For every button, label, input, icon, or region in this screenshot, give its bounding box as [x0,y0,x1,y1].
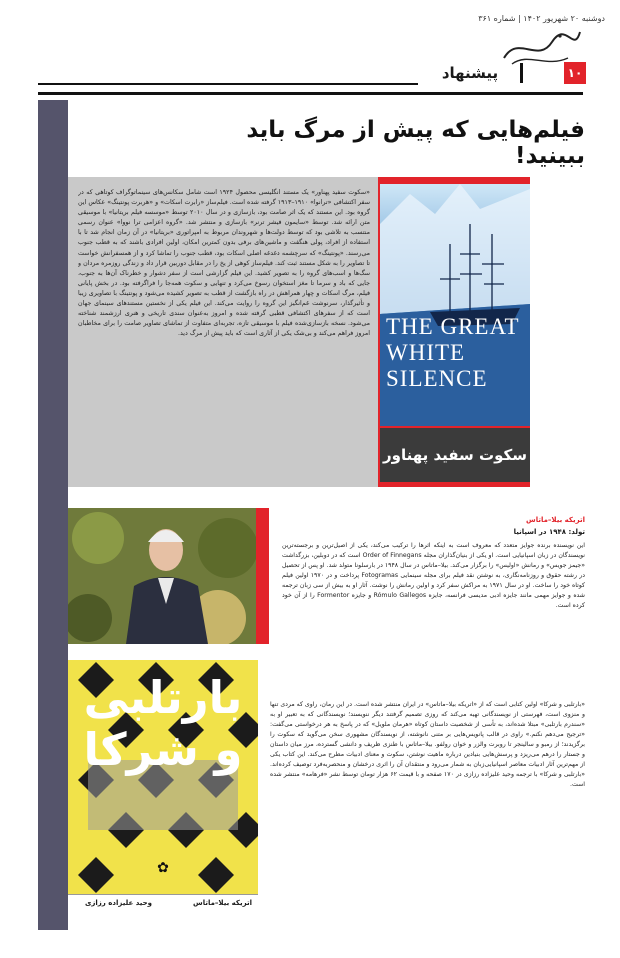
feature-article-text: «سکوت سفید پهناور» یک مستند انگلیسی محصول ۱۹۲۴ است شامل سکانس‌های سینماتوگراف کوتاهی که در سفر اکتشافی «ترانوا» ۱۹۱۰–۱۹۱۳ گرفته شده است. فیلم‌ساز «رابرت اسکات» و «هربرت پونتینگ» عکاس این گروه بود. این مستند که یک اثر صامت بود، بازسازی و در سال ۲۰۱۰ توسط «موسسه فیلم بریتانیا» با موسیقی متن ارائه شد. توسط «سایمون فیشر ترنر» بازسازی و منتشر شد. «گروه اعزامی ترا نووا» عنوان رسمی منتسب به تلاشی بود که توسط دولت‌ها و شهروندان مربوط به امپراتوری «بریتانیا» در آن زمان انجام شد تا با استفاده از افراد، پولی هنگفت و ماشین‌های برفی بدون کمترین امکان، اولین افرادی باشند که به قطب جنوب می‌رسند. «پونتینگ» که سرچشمه دغدغه اصلی اسکات بود، قطب جنوب را تماشا کرد و از همسفرانش خواست تا تصاویر را به شکل مستند ثبت کند. فیلم‌ساز کوهی از یخ را در مقابل دوربین قرار داد و زندگی روزمره مردان و سگ‌ها و اسب‌های گروه را به تصویر کشید. این فیلم گزارشی است از سفر دشوار و خطرناک آن‌ها به جنوب، جایی که باد و سرما تا مغز استخوان رسوخ می‌کرد و تنهایی و سکوت همه‌جا را فراگرفته بود. در بخش پایانی فیلم، مرگ اسکات و چهار همراهش در راه بازگشت از قطب به تصویر کشیده می‌شود و پونتینگ با تصاویری زیبا و تأثیرگذار، سرنوشت غم‌انگیز این گروه را روایت می‌کند. این فیلم یکی از نخستین مستندهای سینمای جهان است که از سفرهای اکتشافی قطبی گرفته شده و امروز به‌عنوان سندی تاریخی و هنری ارزشمند شناخته می‌شود. نسخه بازسازی‌شده فیلم با موسیقی تازه، تجربه‌ای متفاوت از تماشای تصاویر صامت را برای مخاطبان امروز فراهم می‌کند و بی‌شک یکی از آثاری است که باید پیش از مرگ دید. [78,189,370,338]
header-rule [38,92,583,95]
page-headline: فیلم‌هایی که پیش از مرگ باید ببینید! [246,117,585,169]
book-author: اتریکه بیلا–ماتاس [193,899,252,907]
author-photo [68,508,256,644]
section-title: پیشنهاد [441,64,499,82]
book-review-text: «بارتلبی و شرکا» اولین کتابی است که از «اتریکه بیلا–ماتاس» در ایران منتشر شده است. در این رمان، راوی که مردی تنها و منزوی است، فهرستی از نویسندگانی تهیه می‌کند که روزی تصمیم گرفتند دیگر ننویسند؛ نویسندگانی که به تعبیر او به «سندرم بارتلبی» مبتلا شده‌اند، به تأسی از شخصیت داستان کوتاه «هرمان ملویل» که در پاسخ به هر درخواستی می‌گفت: «ترجیح می‌دهم نکنم.» راوی در قالب پانویس‌هایی بر متنی نانوشته، از نویسندگان مشهوری سخن می‌گوید که سکوت را برگزیدند؛ از رمبو و سالینجر تا روبرت والزر و خوان رولفو. بیلا–ماتاس با طنزی ظریف و دانشی گسترده، مرز میان داستان و جستار را درهم می‌ریزد و پرسش‌هایی بنیادین درباره ماهیت نوشتن، سکوت و معنای ادبیات مطرح می‌کند. این کتاب یکی از مهم‌ترین آثار ادبیات معاصر اسپانیایی‌زبان به شمار می‌رود و منتقدان آن را اثری درخشان و منحصربه‌فرد توصیف کرده‌اند. «بارتلبی و شرکا» با ترجمه وحید علیزاده رزازی در ۱۷۰ صفحه و با قیمت ۶۲ هزار تومان توسط نشر «فرهامه» منتشر شده است. [270,701,585,788]
issue-date: دوشنبه ۲۰ شهریور ۱۴۰۲ | شماره ۳۶۱ [478,14,605,23]
author-name: اتریکه بیلا–ماتاس [526,516,585,524]
book-cover-title: بارتلبی و شرکا [83,671,243,776]
side-panel [38,100,68,930]
poster-caption: سکوت سفید پهناور [380,428,530,482]
author-accent-bar [256,508,269,644]
author-birth: تولد: ۱۹۴۸ در اسپانیا [513,528,585,536]
poster-title: THE GREAT WHITE SILENCE [386,314,520,391]
svg-text:✿: ✿ [157,860,169,876]
page-number-badge: ۱۰ [564,62,586,84]
author-bio: این نویسنده برنده جوایز متعدد که معروف است به اینکه اثرها را ترکیب می‌کند، یکی از اصیل‌ترین و برجسته‌ترین نویسندگان در زبان اسپانیایی است. او یکی از بنیان‌گذاران مجله Order of Finnegans است که در دوبلین، بزرگداشت «جیمز جویس» و رمانش «اولیس» را برگزار می‌کند. بیلا–ماتاس در سال ۱۹۴۸ در بارسلونا متولد شد. او پس از تحصیل در رشته حقوق و روزنامه‌نگاری، به نوشتن نقد فیلم برای مجله سینمایی Fotogramas پرداخت و در ۱۹۷۰ اولین فیلم کوتاه خود را ساخت. او در سال ۱۹۷۱ به مراکش سفر کرد و اولین رمانش را نوشت. آثار او به بیش از سی زبان ترجمه شده و جوایز مهمی مانند جایزه ادبی مدیسی فرانسه، جایزه Rómulo Gallegos و جایزه Formentor را از آن خود کرده است. [282,542,585,609]
book-translator: وحید علیزاده رزازی [84,899,152,907]
header-divider [520,63,523,83]
header-left-rule [38,83,418,85]
